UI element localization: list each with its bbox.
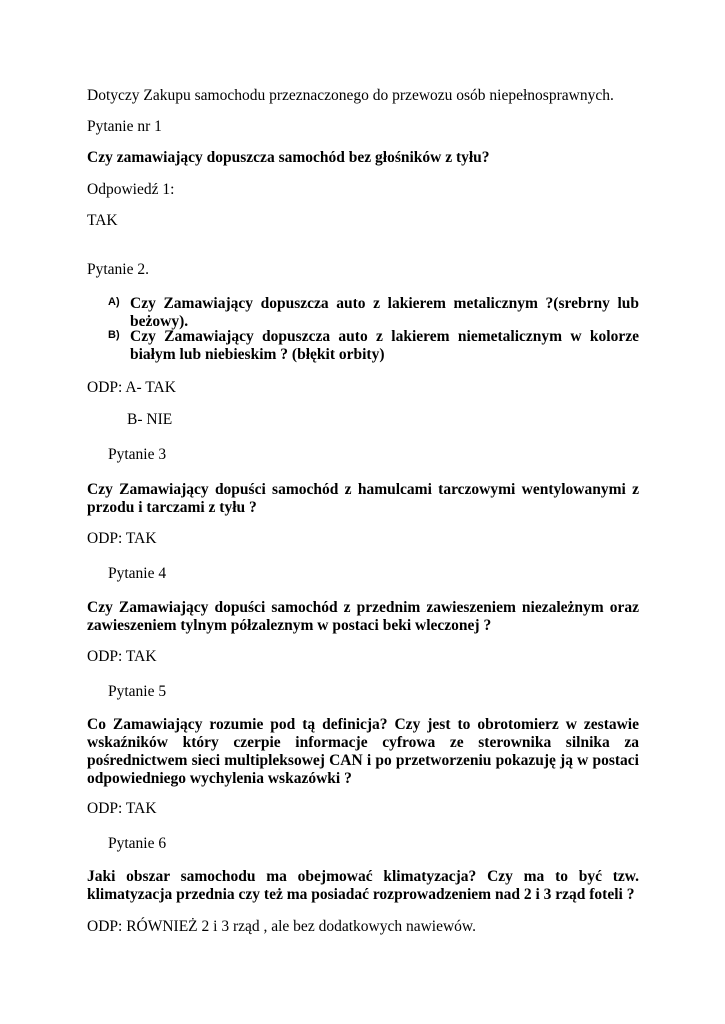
q2-answer-a: ODP: A- TAK [87,379,176,396]
q6-heading: Pytanie 6 [108,835,167,852]
q2-item-b-text: Czy Zamawiający dopuszcza auto z lakierem niemetalicznym w kolorze białym lub niebieskim ? (błękit orbity) [130,328,639,363]
intro-text: Dotyczy Zakupu samochodu przeznaczonego do przewozu osób niepełnosprawnych. [87,87,614,104]
q1-answer-label: Odpowiedź 1: [87,181,175,198]
q2-item-a-marker: A) [108,296,120,308]
q1-heading: Pytanie nr 1 [87,118,162,135]
q3-question: Czy Zamawiający dopuści samochód z hamulcami tarczowymi wentylowanymi z przodu i tarczami z tyłu ? [87,481,639,516]
q2-answer-b: B- NIE [127,411,173,428]
q2-item-a-text: Czy Zamawiający dopuszcza auto z lakierem metalicznym ?(srebrny lub beżowy). [130,295,639,330]
q5-question: Co Zamawiający rozumie pod tą definicja? Czy jest to obrotomierz w zestawie wskaźników który czerpie informacje cyfrowa ze sterownika silnika za pośrednictwem sieci multipleksowej CAN i po przetworzeniu pokazuję ją w postaci odpowiedniego wychylenia wskazówki ? [87,716,639,787]
q3-answer: ODP: TAK [87,530,157,547]
q4-answer: ODP: TAK [87,648,157,665]
q1-answer: TAK [87,212,118,229]
q6-question: Jaki obszar samochodu ma obejmować klimatyzacja? Czy ma to być tzw. klimatyzacja przednia czy też ma posiadać rozprowadzeniem nad 2 i 3 rząd foteli ? [87,868,639,903]
q3-heading: Pytanie 3 [108,446,167,463]
q4-question: Czy Zamawiający dopuści samochód z przednim zawieszeniem niezależnym oraz zawieszeniem tylnym półzaleznym w postaci beki wleczonej ? [87,599,639,634]
q5-heading: Pytanie 5 [108,683,167,700]
q6-answer: ODP: RÓWNIEŻ 2 i 3 rząd , ale bez dodatkowych nawiewów. [87,918,476,935]
q2-item-b-marker: B) [108,329,120,341]
q5-answer: ODP: TAK [87,800,157,817]
q2-heading: Pytanie 2. [87,261,149,278]
q4-heading: Pytanie 4 [108,565,167,582]
q1-question: Czy zamawiający dopuszcza samochód bez głośników z tyłu? [87,149,490,166]
